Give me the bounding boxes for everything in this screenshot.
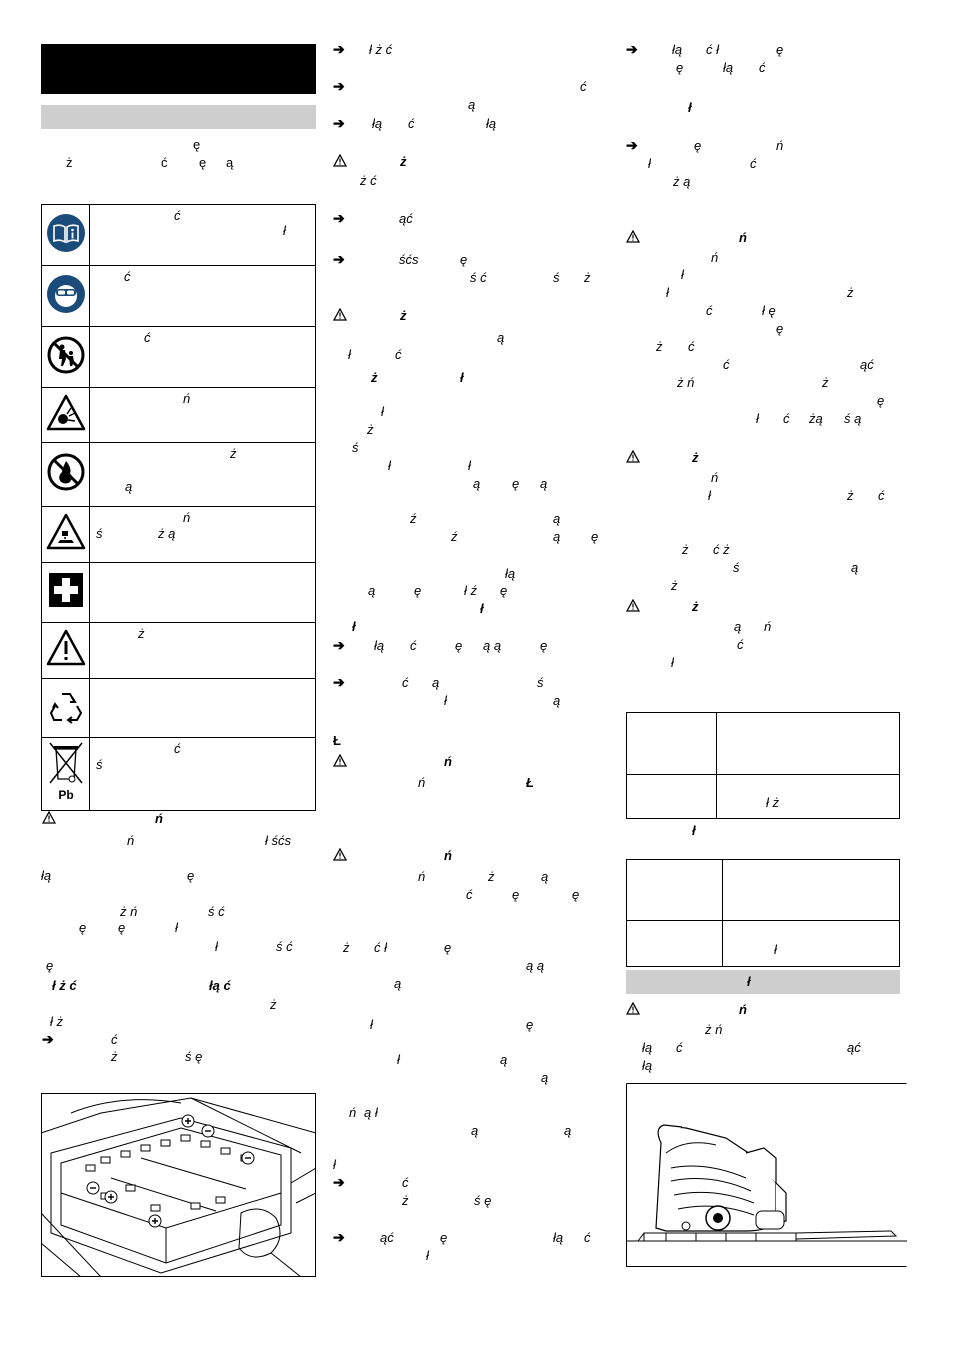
warning-head: ń [444,754,452,769]
step-text: ą [432,675,440,690]
body-char: ż [488,869,495,884]
body-char: ń [349,1105,357,1120]
body-char: ń [418,869,426,884]
body-char: ł [480,601,484,616]
step-text: ę [440,1230,448,1245]
body-char: ł ż [50,1014,63,1029]
table-caption: ł [692,823,696,838]
step-text: ś [537,675,544,690]
body-char: ą ą [526,958,545,973]
step-arrow: ➔ [333,674,345,690]
body-char: ł [397,1052,400,1067]
step-arrow: ➔ [626,137,638,153]
body-char: ą [473,476,481,491]
body-char: Ł [526,775,534,790]
warning-head: ń [739,1002,747,1017]
body-char: ć [723,357,730,372]
step-text: ę [455,638,463,653]
body-char: ł śćs [265,833,291,848]
warning-icon [626,1002,640,1015]
body-char: ł [348,347,351,362]
body-char: ż ń [705,1022,723,1037]
step-text: ć [402,1175,409,1190]
step-text: ą [468,97,476,112]
body-char: ę [187,868,195,883]
symbol-text: ń [183,391,191,406]
body-char: ż [371,370,378,385]
step-arrow: ➔ [333,1229,345,1245]
body-char: ą [851,560,859,575]
warning-triangle-icon [46,629,86,667]
body-char: ł [708,488,711,503]
body-char: ć [783,411,790,426]
body-char: ą [394,976,402,991]
body-char: ę [572,887,580,902]
spec-table-1 [626,712,900,819]
symbol-text: ć [124,269,131,284]
body-char: ą [540,476,548,491]
body-char: ł ź [464,583,477,598]
intro-char: ć [161,155,168,170]
body-char: ę [46,958,54,973]
step-text: ć [410,638,417,653]
section-heading-bar [626,970,900,994]
crossed-bin-pb-icon [46,739,86,805]
body-char: ń [764,619,772,634]
body-char: żą [809,411,823,426]
body-char: ż [847,285,854,300]
step-arrow: ➔ [42,1031,54,1047]
body-char: ń [711,470,719,485]
body-char: ł [756,411,759,426]
explosion-warning-icon [46,394,86,432]
chapter-title-bar [41,44,316,94]
body-char: ź [410,511,417,526]
symbol-text: ń [183,510,191,525]
body-char: ł [381,404,384,419]
goggles-icon [46,274,86,314]
body-char: ć [878,488,885,503]
symbol-text: ż [138,626,145,641]
step-arrow: ➔ [333,78,345,94]
warning-head: ń [444,848,452,863]
body-char: ą [471,1123,479,1138]
body-char: ę [500,583,508,598]
body-char: ą [541,869,549,884]
step-text: ąć [399,211,413,226]
symbol-text: ż [230,446,237,461]
step-text: ł [426,1248,429,1263]
step-text: ę [776,42,784,57]
body-char: ł [681,267,684,282]
body-char: ł [671,655,674,670]
body-char: ż ć [360,173,377,188]
section-heading: Ł [333,733,341,748]
pb-label: Pb [57,787,74,802]
warning-head: ż [692,450,699,465]
body-char: ą [500,1052,508,1067]
step-text: ż [402,1193,409,1208]
body-char: łą [505,566,516,581]
symbol-text: ć [174,208,181,223]
step-text: ń [776,138,784,153]
step-arrow: ➔ [626,41,638,57]
step-text: ł ż ć [369,42,393,57]
warning-icon [333,848,347,861]
body-char: ś [733,560,740,575]
body-char: ł [215,939,218,954]
body-char: ę [526,1017,534,1032]
step-text: łą [486,116,497,131]
body-char: ć [737,637,744,652]
step-text: ę [460,252,468,267]
body-char: ć [676,1040,683,1055]
body-char: ł [388,458,391,473]
body-char: ż [656,339,663,354]
step-text: łą [672,42,683,57]
step-text: śćs [399,252,419,267]
no-children-icon [46,335,86,375]
body-char: ę [444,940,452,955]
step-text: ą ą [483,638,502,653]
warning-head: ż [400,154,407,169]
body-char: ł [688,100,692,115]
step-text: ą [553,693,561,708]
body-char: ę [79,920,87,935]
body-char: ą [497,330,505,345]
step-arrow: ➔ [333,210,345,226]
body-char: ł ż ć [52,978,77,993]
warning-icon [333,154,347,167]
warning-icon [626,450,640,463]
step-text: ł [648,156,651,171]
symbol-text: ł [283,223,286,238]
symbol-text: ć [174,741,181,756]
intro-char: ę [199,155,207,170]
symbol-text: ż ą [158,526,176,541]
step-text: ś [553,270,560,285]
body-char: ć [466,887,473,902]
body-char: ąć [860,357,874,372]
body-char: ż [343,940,350,955]
body-char: ń [127,833,135,848]
body-char: ż [682,542,689,557]
table-cell: ł ż [766,795,779,810]
body-char: ę [118,920,126,935]
body-char: ć ż [713,542,730,557]
body-char: ż ń [120,904,138,919]
body-char: łą [642,1058,653,1073]
warning-head: ż [692,599,699,614]
body-char: ą [564,1123,572,1138]
body-char: ż [111,1049,118,1064]
step-text: łą [553,1230,564,1245]
step-text: łą [374,638,385,653]
body-char: ą [541,1070,549,1085]
body-char: ć [395,347,402,362]
warning-head: ż [400,308,407,323]
intro-char: ą [226,155,234,170]
step-text: ć [584,1230,591,1245]
body-char: ł [175,920,178,935]
body-char: łą [642,1040,653,1055]
step-text: ś ę [474,1193,492,1208]
body-char: ł [333,1157,336,1172]
body-char: ć ł [374,940,387,955]
body-char: ę [414,583,422,598]
step-text: ł [444,693,447,708]
table-cell: ł [774,942,777,957]
step-arrow: ➔ [333,637,345,653]
symbol-text: ś [96,757,103,772]
recycle-icon [46,686,86,726]
step-text: ć [750,156,757,171]
step-text: ś ć [470,270,487,285]
warning-icon [333,754,347,767]
body-char: ś [352,440,359,455]
warning-head: ń [155,811,163,826]
spec-table-2 [626,859,900,967]
step-text: ąć [380,1230,394,1245]
body-char: ż [367,422,374,437]
intro-char: ę [193,137,201,152]
body-char: ń [418,775,426,790]
step-arrow: ➔ [333,251,345,267]
warning-icon [626,230,640,243]
body-char: ł [352,619,356,634]
body-char: ż [270,997,277,1012]
warning-head: ń [739,230,747,245]
body-char: łą ć [209,978,231,993]
body-char: ę [512,887,520,902]
body-char: ś ą [844,411,862,426]
body-char: ę [877,393,885,408]
symbol-text: ą [125,479,133,494]
body-char: łą [41,868,52,883]
body-char: ł ę [762,303,776,318]
body-char: ś ę [185,1049,203,1064]
step-text: ż [584,270,591,285]
no-fire-icon [46,452,86,492]
scrubber-machine-figure [626,1083,907,1267]
body-char: ć [111,1032,118,1047]
body-char: ę [512,476,520,491]
body-char: ą [553,511,561,526]
section-heading: ł [747,974,751,989]
body-char: ł [666,285,669,300]
body-char: ę [591,529,599,544]
step-text: ć ł [706,42,719,57]
intro-char: ż [66,155,73,170]
body-char: ś ć [276,939,293,954]
body-char: ąć [847,1040,861,1055]
body-char: ź [451,529,458,544]
body-char: ą ł [364,1105,378,1120]
body-char: ą [553,529,561,544]
battery-compartment-figure [41,1093,316,1277]
step-text: ć [759,60,766,75]
body-char: ż ń [677,375,695,390]
step-text: łą [723,60,734,75]
body-char: ż [671,578,678,593]
step-arrow: ➔ [333,41,345,57]
body-char: ć [706,303,713,318]
step-text: ć [402,675,409,690]
body-char: ż [847,488,854,503]
step-arrow: ➔ [333,1174,345,1190]
step-arrow: ➔ [333,115,345,131]
body-char: ń [711,250,719,265]
section-heading-bar [41,105,316,129]
body-char: ż [822,375,829,390]
step-text: ć [408,116,415,131]
body-char: ł [370,1017,373,1032]
safety-symbols-table [41,204,316,811]
step-text: ę [694,138,702,153]
manual-info-icon [46,213,86,253]
symbol-text: ś [96,526,103,541]
symbol-text: ć [144,330,151,345]
step-text: ę [540,638,548,653]
body-char: ć [688,339,695,354]
step-text: ż ą [673,174,691,189]
first-aid-icon [48,572,84,608]
body-char: ą [368,583,376,598]
body-char: ą [734,619,742,634]
body-char: ł [460,370,464,385]
acid-burn-icon [46,513,86,551]
body-char: ł [468,458,471,473]
step-text: ę [676,60,684,75]
warning-icon [42,811,56,824]
body-char: ś ć [208,904,225,919]
warning-icon [626,599,640,612]
step-text: ć [580,79,587,94]
body-char: ę [776,321,784,336]
step-text: łą [372,116,383,131]
warning-icon [333,308,347,321]
